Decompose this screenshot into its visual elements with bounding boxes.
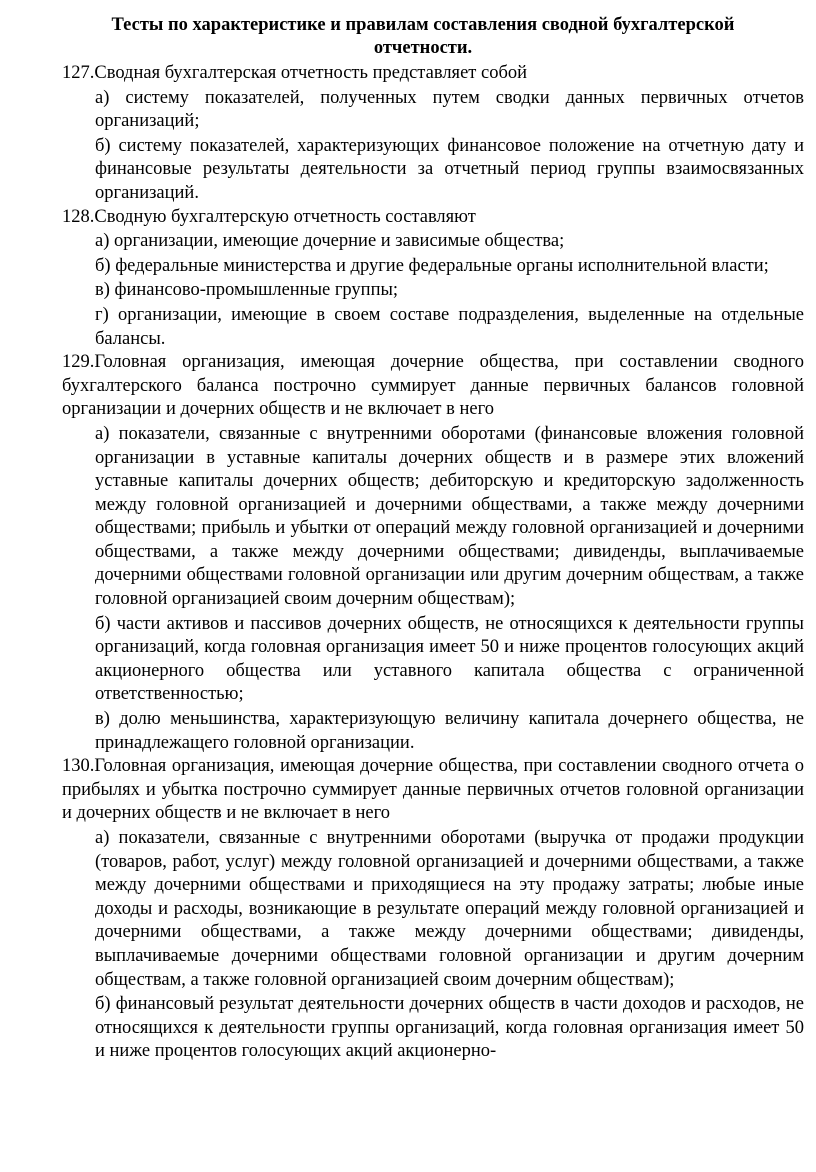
question-129-option-a: а) показатели, связанные с внутренними оборотами (финансовые вложения головной организации в уставные капиталы дочерних обществ и в размере этих вложений уставные капиталы дочерних обществ; дебиторскую и кредиторскую задолженность между головной организацией и дочерними обществами, а также между дочерними обществами; прибыль и убытки от операций между головной организацией и дочерними обществами, а также между дочерними обществами; дивиденды, выплачиваемые дочерними обществами головной организации или другим дочерним обществам, а также головной организацией своим дочерним обществам);: [95, 423, 804, 610]
question-127-option-b: б) систему показателей, характеризующих финансовое положение на отчетную дату и финансовые результаты деятельности за отчетный период группы взаимосвязанных организаций.: [95, 135, 804, 203]
question-130-option-a: а) показатели, связанные с внутренними оборотами (выручка от продажи продукции (товаров, работ, услуг) между головной организацией и дочерними обществами, а также между дочерними обществами и приходящиеся на эту продажу затраты; любые иные доходы и расходы, возникающие в результате операций между головной организацией и дочерними обществами, а также между дочерними обществами; дивиденды, выплачиваемые дочерними обществами головной организации и другим дочерним обществам, а также головной организацией своим дочерним обществам);: [95, 828, 804, 990]
question-128-option-a: а) организации, имеющие дочерние и зависимые общества;: [95, 231, 565, 252]
title-line-2: отчетности.: [373, 38, 473, 58]
question-128-option-c: в) финансово-промышленные группы;: [95, 280, 399, 301]
title-line-1: Тесты по характеристике и правилам составления сводной бухгалтерской: [111, 15, 735, 35]
question-128-option-b: б) федеральные министерства и другие федеральные органы исполнительной власти;: [95, 255, 769, 276]
question-127: 127.Сводная бухгалтерская отчетность представляет собой: [62, 63, 528, 83]
question-127-option-a: а) систему показателей, полученных путем сводки данных первичных отчетов организаций;: [95, 87, 804, 132]
question-129: 129.Головная организация, имеющая дочерние общества, при составлении сводного бухгалтерского баланса построчно суммирует данные первичных балансов головной организации и дочерних обществ и не включает в него: [62, 352, 804, 420]
question-129-option-b: б) части активов и пассивов дочерних обществ, не относящихся к деятельности группы организаций, когда головная организация имеет 50 и ниже процентов голосующих акций акционерного общества или уставного капитала общества с ограниченной ответственностью;: [95, 613, 804, 705]
question-130: 130.Головная организация, имеющая дочерние общества, при составлении сводного отчета о прибылях и убытка построчно суммирует данные первичных отчетов головной организации и дочерних обществ и не включает в него: [62, 756, 804, 824]
document-title: [42, 14, 804, 60]
question-128-option-d: г) организации, имеющие в своем составе подразделения, выделенные на отдельные балансы.: [95, 304, 804, 349]
question-128: 128.Сводную бухгалтерскую отчетность составляют: [62, 206, 476, 227]
question-130-option-b: б) финансовый результат деятельности дочерних обществ в части доходов и расходов, не относящихся к деятельности группы организаций, когда головная организация имеет 50 и ниже процентов голосующих акций акционерно-: [95, 994, 804, 1062]
question-129-option-c: в) долю меньшинства, характеризующую величину капитала дочернего общества, не принадлежащего головной организации.: [95, 709, 804, 753]
